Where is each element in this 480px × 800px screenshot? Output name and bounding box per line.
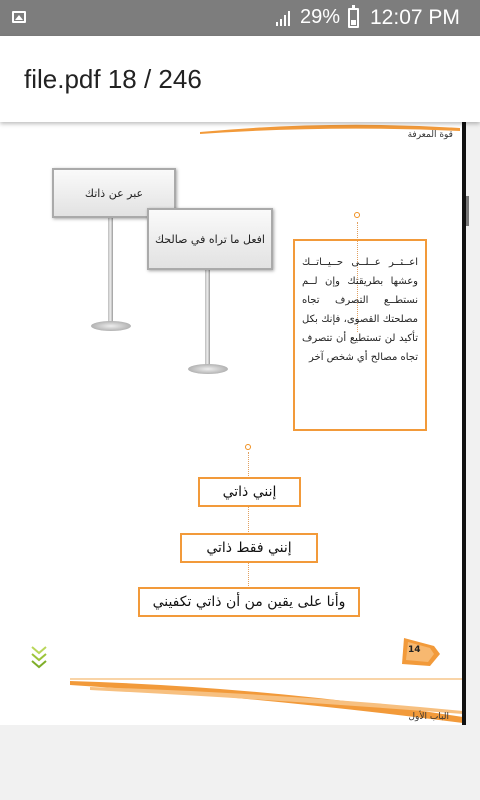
pdf-page[interactable] (0, 122, 463, 725)
clock: 12:07 PM (370, 6, 460, 29)
footer-swoosh (70, 677, 463, 725)
connector-dot (354, 212, 360, 218)
signpost-pole (205, 270, 210, 370)
signpost-pole (108, 218, 113, 328)
connector-dot (245, 444, 251, 450)
chevron-ornament-icon (30, 643, 48, 673)
signpost-base (91, 321, 131, 331)
page-header: قوة المعرفة (407, 130, 453, 140)
signboard-express-yourself: عبر عن ذاتك (52, 168, 176, 218)
statement-box-3: وأنا على يقين من أن ذاتي تكفيني (138, 587, 360, 617)
battery-icon (348, 8, 359, 28)
signboard-do-what-suits-you: افعل ما تراه في صالحك (147, 208, 273, 270)
signal-icon (275, 9, 293, 27)
page-number: 14 (408, 645, 421, 655)
statement-box-2: إنني فقط ذاتي (180, 533, 318, 563)
statement-box-1: إنني ذاتي (198, 477, 301, 507)
signpost-base (188, 364, 228, 374)
battery-percent: 29% (300, 6, 341, 28)
image-notification-icon (12, 11, 26, 23)
status-bar (0, 0, 480, 36)
viewer-background (0, 725, 480, 800)
app-toolbar (0, 36, 480, 122)
scrollbar-thumb[interactable] (466, 196, 469, 226)
document-title[interactable]: file.pdf 18 / 246 (24, 64, 202, 94)
quote-box: اعــثــر عــلــى حــيــاتــك وعشها بطريقتك وإن لــم نستطــع التصرف تجاه مصلحتك القصوى، فإنك بكل تأكيد لن تستطيع أن تتصرف تجاه مصالح أي شخص آخر (293, 239, 427, 431)
page-footer: الباب الأول (408, 712, 449, 722)
